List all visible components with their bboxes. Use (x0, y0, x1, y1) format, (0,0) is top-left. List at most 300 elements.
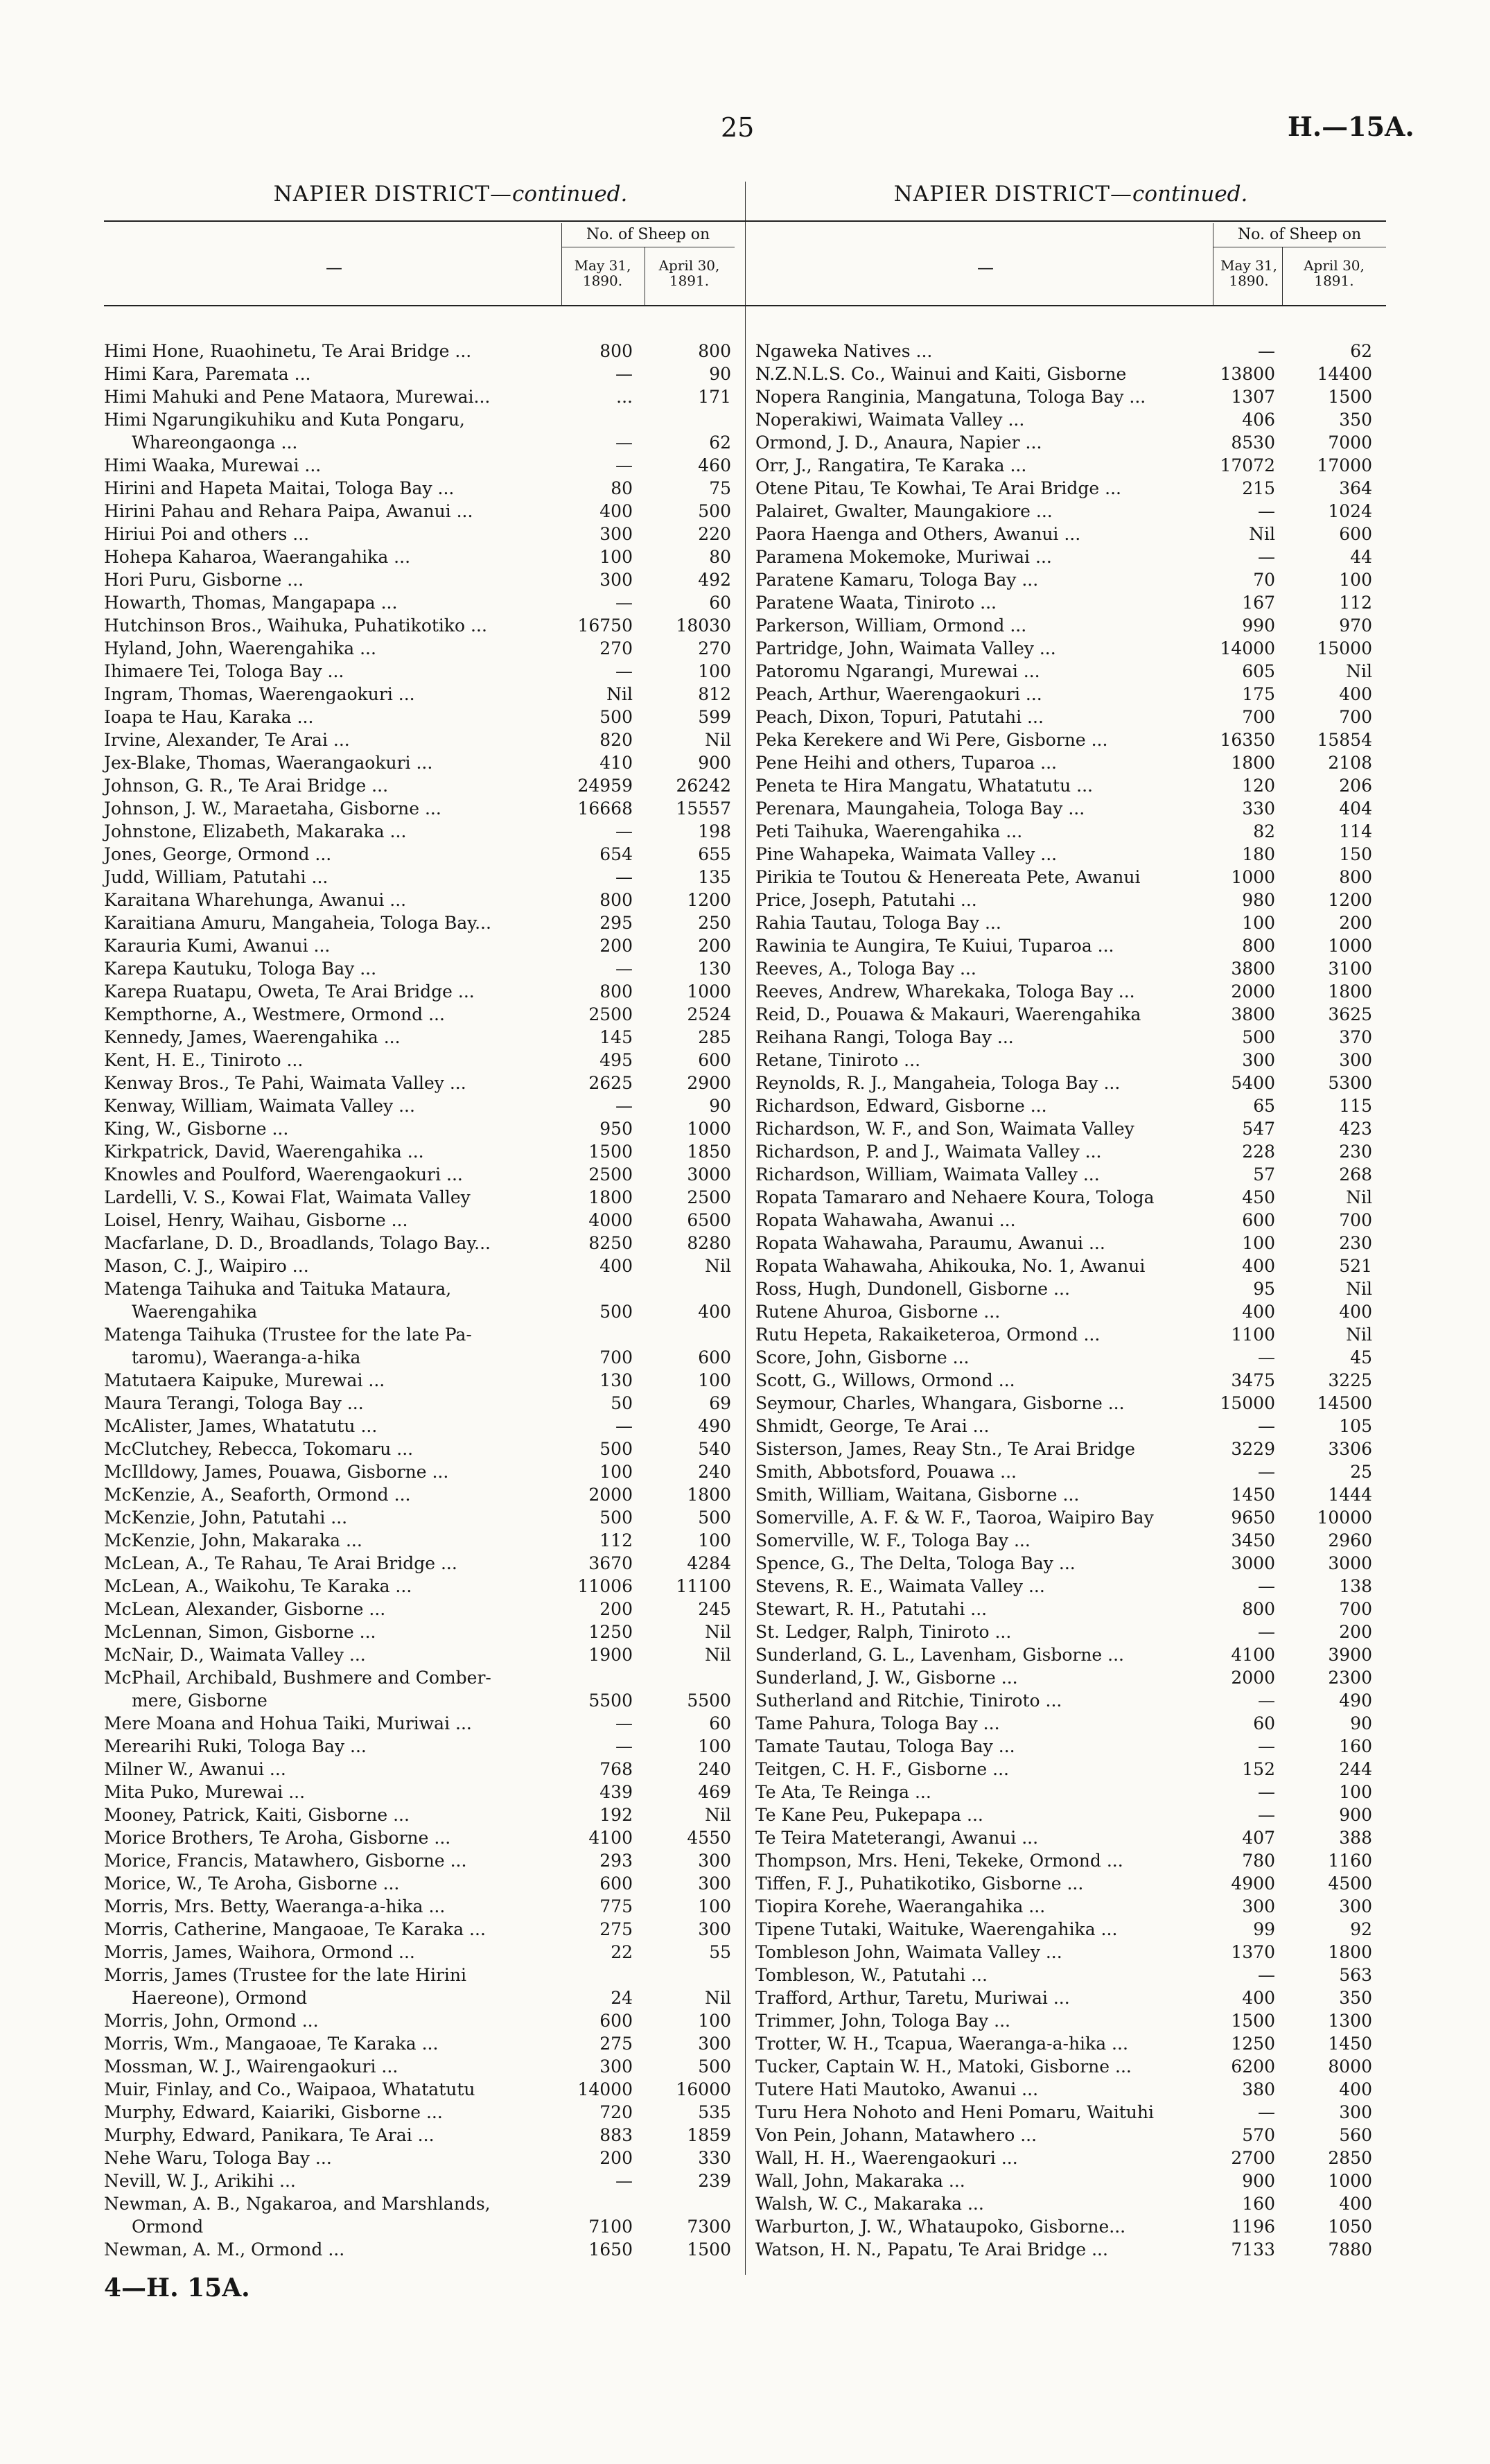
sheep-1890: 800 (1242, 936, 1275, 956)
owner-name: Loisel, Henry, Waihau, Gisborne ... (104, 1210, 408, 1230)
sheep-1890: 228 (1242, 1142, 1275, 1162)
table-row (755, 1232, 1386, 1255)
table-row (755, 431, 1386, 454)
table-row (755, 1209, 1386, 1232)
sheep-1890: 3800 (1231, 1004, 1275, 1024)
table-row (104, 889, 797, 911)
table-row (104, 523, 797, 545)
sheep-1890: 100 (599, 1462, 633, 1482)
owner-name: St. Ledger, Ralph, Tiniroto ... (755, 1622, 1012, 1642)
table-row (104, 2147, 797, 2169)
owner-name: N.Z.N.L.S. Co., Wainui and Kaiti, Gisborne (755, 364, 1127, 384)
owner-name: Shmidt, George, Te Arai ... (755, 1416, 990, 1436)
sheep-1890: ... (616, 387, 633, 407)
owner-name: Ngaweka Natives ... (755, 341, 933, 361)
sheep-1891: 600 (698, 1050, 731, 1070)
sheep-1890: 950 (599, 1119, 633, 1139)
table-row (755, 2215, 1386, 2238)
sheep-1891: 75 (709, 478, 731, 498)
table-row (104, 774, 797, 797)
sheep-1891: 300 (698, 1851, 731, 1871)
sheep-1891: 300 (698, 2034, 731, 2054)
sheep-1891: 1000 (687, 981, 731, 1002)
table-row (104, 1575, 797, 1598)
sheep-1891: 540 (698, 1439, 731, 1459)
sheep-1890: 275 (599, 1919, 633, 1939)
table-row (755, 1575, 1386, 1598)
sheep-1890: 400 (599, 501, 633, 521)
owner-name: Perenara, Maungaheia, Tologa Bay ... (755, 798, 1085, 819)
sheep-1891: 490 (698, 1416, 731, 1436)
owner-name: Morris, James, Waihora, Ormond ... (104, 1942, 415, 1962)
owner-name: Peneta te Hira Mangatu, Whatatutu ... (755, 776, 1093, 796)
sheep-1891: 240 (698, 1462, 731, 1482)
table-row (104, 408, 797, 454)
sheep-1891: 100 (1339, 570, 1372, 590)
owner-name: Palairet, Gwalter, Maungakiore ... (755, 501, 1053, 521)
table-row (755, 1803, 1386, 1826)
table-row (104, 385, 797, 408)
sheep-1891: 285 (698, 1027, 731, 1047)
right-header-top-rule (755, 220, 1386, 222)
sheep-1891: Nil (705, 1645, 731, 1665)
sheep-1890: — (615, 593, 633, 613)
table-row (755, 1392, 1386, 1415)
table-row (755, 1598, 1386, 1620)
owner-name: Hohepa Kaharoa, Waerangahika ... (104, 547, 411, 567)
owner-name: McAlister, James, Whatatutu ... (104, 1416, 378, 1436)
sheep-1891: 100 (698, 1736, 731, 1756)
owner-name: Himi Ngarungikuhiku and Kuta Pongaru, (104, 410, 465, 430)
table-row (104, 568, 797, 591)
sheep-1890: 112 (599, 1530, 633, 1550)
owner-name: Mita Puko, Murewai ... (104, 1782, 306, 1802)
owner-name: Maura Terangi, Tologa Bay ... (104, 1393, 364, 1413)
table-row (755, 1552, 1386, 1575)
sheep-1890: 1650 (588, 2239, 633, 2260)
sheep-1890: — (615, 867, 633, 887)
table-row (755, 1277, 1386, 1300)
owner-name: McClutchey, Rebecca, Tokomaru ... (104, 1439, 414, 1459)
sheep-1891: 2500 (687, 1187, 731, 1207)
sheep-1891: 300 (698, 1919, 731, 1939)
table-row (104, 1872, 797, 1895)
sheep-1890: 5400 (1231, 1073, 1275, 1093)
sheep-1890: 275 (599, 2034, 633, 2054)
owner-name: Spence, G., The Delta, Tologa Bay ... (755, 1553, 1076, 1573)
sheep-1890: — (1258, 1576, 1275, 1596)
table-row (755, 2101, 1386, 2124)
sheep-1891: 17000 (1317, 455, 1372, 475)
owner-name: Thompson, Mrs. Heni, Tekeke, Ormond ... (755, 1851, 1123, 1871)
sheep-1890: 406 (1242, 410, 1275, 430)
sheep-1890: 16668 (577, 798, 633, 819)
sheep-1890: — (1258, 1736, 1275, 1756)
sheep-1890: 2700 (1231, 2148, 1275, 2168)
owner-name: Kennedy, James, Waerengahika ... (104, 1027, 401, 1047)
owner-name: Watson, H. N., Papatu, Te Arai Bridge ... (755, 2239, 1108, 2260)
sheep-1890: 2625 (588, 1073, 633, 1093)
left-header-date2: April 30, 1891. (658, 257, 720, 289)
table-row (755, 1689, 1386, 1712)
sheep-1890: 8250 (588, 1233, 633, 1253)
sheep-1891: 1000 (687, 1119, 731, 1139)
owner-name: Hirini Pahau and Rehara Paipa, Awanui ... (104, 501, 473, 521)
table-row (755, 2078, 1386, 2101)
sheep-1890: — (1258, 1416, 1275, 1436)
table-row (755, 2192, 1386, 2215)
owner-name: Stevens, R. E., Waimata Valley ... (755, 1576, 1045, 1596)
sheep-1891: 700 (1339, 1599, 1372, 1619)
sheep-1890: 980 (1242, 890, 1275, 910)
sheep-1890: — (1258, 501, 1275, 521)
sheep-1891: 270 (698, 638, 731, 658)
table-row (755, 1026, 1386, 1049)
table-row (104, 545, 797, 568)
sheep-1890: 2500 (588, 1004, 633, 1024)
sheep-1891: 400 (1339, 2194, 1372, 2214)
sheep-1891: 535 (698, 2102, 731, 2122)
sheep-1891: 92 (1350, 1919, 1372, 1939)
owner-name: Warburton, J. W., Whataupoko, Gisborne... (755, 2217, 1126, 2237)
table-row (104, 751, 797, 774)
owner-name: Reihana Rangi, Tologa Bay ... (755, 1027, 1014, 1047)
table-row (755, 477, 1386, 500)
sheep-1891: 114 (1339, 821, 1372, 841)
sheep-1890: 3000 (1231, 1553, 1275, 1573)
table-row (755, 2124, 1386, 2147)
sheep-1890: — (615, 432, 633, 453)
sheep-1891: 490 (1339, 1690, 1372, 1711)
table-row (104, 1620, 797, 1643)
owner-name: Trafford, Arthur, Taretu, Muriwai ... (755, 1988, 1070, 2008)
signature-mark: 4—H. 15A. (104, 2273, 250, 2303)
owner-name: Ropata Tamararo and Nehaere Koura, Tologa (755, 1187, 1155, 1207)
sheep-1890: — (615, 364, 633, 384)
sheep-1890: 82 (1253, 821, 1275, 841)
table-row (104, 1163, 797, 1186)
sheep-1890: 500 (599, 707, 633, 727)
sheep-1891: 6500 (687, 1210, 731, 1230)
table-row (104, 1918, 797, 1941)
sheep-1891: 800 (698, 341, 731, 361)
sheep-1891: 198 (698, 821, 731, 841)
sheep-1890: 600 (599, 1873, 633, 1894)
table-row (755, 1529, 1386, 1552)
owner-name: Jones, George, Ormond ... (104, 844, 332, 864)
table-row (755, 408, 1386, 431)
table-row (104, 683, 797, 706)
owner-name: Judd, William, Patutahi ... (104, 867, 328, 887)
owner-name: Smith, William, Waitana, Gisborne ... (755, 1485, 1080, 1505)
table-row (104, 2055, 797, 2078)
sheep-1890: 800 (599, 890, 633, 910)
owner-name: Reeves, A., Tologa Bay ... (755, 959, 976, 979)
owner-name: McKenzie, John, Patutahi ... (104, 1508, 348, 1528)
owner-name: Lardelli, V. S., Kowai Flat, Waimata Valley (104, 1187, 471, 1207)
table-row (755, 2032, 1386, 2055)
table-row (755, 1369, 1386, 1392)
table-row (755, 1255, 1386, 1277)
owner-name: Himi Hone, Ruaohinetu, Te Arai Bridge ... (104, 341, 472, 361)
sheep-1890: 990 (1242, 615, 1275, 636)
sheep-1890: 300 (1242, 1896, 1275, 1916)
sheep-1891: 7000 (1328, 432, 1372, 453)
table-row (104, 1781, 797, 1803)
right-header-sheep: No. of Sheep on (1237, 226, 1362, 243)
owner-name: Ingram, Thomas, Waerengaokuri ... (104, 684, 415, 704)
sheep-1890: 900 (1242, 2171, 1275, 2191)
sheep-1891: 655 (698, 844, 731, 864)
sheep-1891: 55 (709, 1942, 731, 1962)
sheep-1890: 3475 (1231, 1370, 1275, 1390)
sheep-1890: — (1258, 1690, 1275, 1711)
sheep-1891: 15557 (676, 798, 731, 819)
sheep-1891: 100 (1339, 1782, 1372, 1802)
owner-name: Price, Joseph, Patutahi ... (755, 890, 977, 910)
sheep-1891: 69 (709, 1393, 731, 1413)
table-row (755, 1003, 1386, 1026)
table-row (755, 362, 1386, 385)
right-title: NAPIER DISTRICT—continued. (893, 182, 1248, 207)
table-row (104, 843, 797, 866)
sheep-1890: 4000 (588, 1210, 633, 1230)
sheep-1891: 700 (1339, 1210, 1372, 1230)
sheep-1891: 2960 (1328, 1530, 1372, 1550)
document-reference: H.—15A. (1288, 111, 1414, 142)
sheep-1891: 300 (1339, 2102, 1372, 2122)
owner-name-continuation: Whareongaonga ... (132, 432, 298, 453)
owner-name-continuation: Ormond (132, 2217, 204, 2237)
sheep-1891: 14400 (1317, 364, 1372, 384)
sheep-1891: 3000 (687, 1164, 731, 1185)
table-row (755, 2147, 1386, 2169)
table-row (755, 1941, 1386, 1964)
left-header-sheep: No. of Sheep on (586, 226, 710, 243)
table-row (104, 797, 797, 820)
sheep-1890: 16350 (1220, 730, 1275, 750)
sheep-1891: 2850 (1328, 2148, 1372, 2168)
sheep-1890: 6200 (1231, 2056, 1275, 2077)
table-row (755, 1735, 1386, 1758)
sheep-1891: 268 (1339, 1164, 1372, 1185)
table-row (104, 1483, 797, 1506)
owner-name: Paora Haenga and Others, Awanui ... (755, 524, 1081, 544)
sheep-1890: 400 (1242, 1988, 1275, 2008)
sheep-1891: 492 (698, 570, 731, 590)
sheep-1891: 388 (1339, 1828, 1372, 1848)
sheep-1891: 25 (1350, 1462, 1372, 1482)
table-row (104, 2238, 797, 2261)
sheep-1891: 62 (709, 432, 731, 453)
sheep-1890: 1800 (588, 1187, 633, 1207)
sheep-1890: 270 (599, 638, 633, 658)
sheep-1890: 500 (1242, 1027, 1275, 1047)
owner-name: Kent, H. E., Tiniroto ... (104, 1050, 304, 1070)
sheep-1891: Nil (1346, 1187, 1372, 1207)
owner-name: Karauria Kumi, Awanui ... (104, 936, 331, 956)
table-row (755, 340, 1386, 362)
owner-name: Score, John, Gisborne ... (755, 1347, 970, 1368)
table-row (755, 1781, 1386, 1803)
owner-name: McLean, A., Waikohu, Te Karaka ... (104, 1576, 412, 1596)
sheep-1891: 160 (1339, 1736, 1372, 1756)
table-row (104, 1826, 797, 1849)
sheep-1890: 9650 (1231, 1508, 1275, 1528)
table-row (755, 866, 1386, 889)
sheep-1890: 192 (599, 1805, 633, 1825)
owner-name: Kenway, William, Waimata Valley ... (104, 1096, 415, 1116)
sheep-1890: 24959 (577, 776, 633, 796)
sheep-1891: 404 (1339, 798, 1372, 819)
sheep-1890: 4100 (588, 1828, 633, 1848)
owner-name: Retane, Tiniroto ... (755, 1050, 921, 1070)
sheep-1891: Nil (1346, 1325, 1372, 1345)
owner-name: Parkerson, William, Ormond ... (755, 615, 1027, 636)
sheep-1890: 600 (599, 2011, 633, 2031)
sheep-1890: 720 (599, 2102, 633, 2122)
sheep-1891: 1850 (687, 1142, 731, 1162)
table-row (755, 820, 1386, 843)
table-row (755, 454, 1386, 477)
owner-name: Patoromu Ngarangi, Murewai ... (755, 661, 1040, 681)
sheep-1891: 4284 (687, 1553, 731, 1573)
owner-name: Ihimaere Tei, Tologa Bay ... (104, 661, 344, 681)
sheep-1891: Nil (1346, 1279, 1372, 1299)
owner-name: Ropata Wahawaha, Paraumu, Awanui ... (755, 1233, 1105, 1253)
sheep-1890: — (615, 1096, 633, 1116)
left-header-top-rule (104, 220, 797, 222)
sheep-1890: 175 (1242, 684, 1275, 704)
owner-name: Himi Waaka, Murewai ... (104, 455, 322, 475)
owner-name: Reid, D., Pouawa & Makauri, Waerengahika (755, 1004, 1141, 1024)
sheep-1890: 700 (1242, 707, 1275, 727)
left-header-vline-1 (561, 223, 562, 305)
table-row (755, 1163, 1386, 1186)
table-row (104, 2032, 797, 2055)
owner-name: McPhail, Archibald, Bushmere and Comber- (104, 1668, 491, 1688)
table-row (755, 1072, 1386, 1094)
table-row (104, 1186, 797, 1209)
owner-name: Peach, Dixon, Topuri, Patutahi ... (755, 707, 1044, 727)
owner-name: Karaitana Wharehunga, Awanui ... (104, 890, 407, 910)
sheep-1891: 4500 (1328, 1873, 1372, 1894)
owner-name: Ormond, J. D., Anaura, Napier ... (755, 432, 1042, 453)
table-row (104, 614, 797, 637)
owner-name: Sunderland, G. L., Lavenham, Gisborne ... (755, 1645, 1125, 1665)
sheep-1890: 200 (599, 2148, 633, 2168)
sheep-1891: 220 (698, 524, 731, 544)
owner-name: Stewart, R. H., Patutahi ... (755, 1599, 988, 1619)
owner-name: Somerville, W. F., Tologa Bay ... (755, 1530, 1031, 1550)
owner-name: Murphy, Edward, Kaiariki, Gisborne ... (104, 2102, 443, 2122)
sheep-1890: 99 (1253, 1919, 1275, 1939)
table-row (104, 1758, 797, 1781)
sheep-1891: 200 (1339, 1622, 1372, 1642)
sheep-1890: 130 (599, 1370, 633, 1390)
owner-name: Paramena Mokemoke, Muriwai ... (755, 547, 1052, 567)
owner-name: Hori Puru, Gisborne ... (104, 570, 304, 590)
owner-name: Kirkpatrick, David, Waerengahika ... (104, 1142, 424, 1162)
left-rows (104, 340, 797, 2261)
sheep-1890: — (1258, 1805, 1275, 1825)
owner-name: Peka Kerekere and Wi Pere, Gisborne ... (755, 730, 1108, 750)
sheep-1890: 57 (1253, 1164, 1275, 1185)
table-row (104, 911, 797, 934)
table-row (755, 637, 1386, 660)
sheep-1890: 2500 (588, 1164, 633, 1185)
owner-name: Richardson, Edward, Gisborne ... (755, 1096, 1047, 1116)
sheep-1890: 7100 (588, 2217, 633, 2237)
sheep-1890: 80 (611, 478, 633, 498)
sheep-1890: 439 (599, 1782, 633, 1802)
owner-name: Morice, W., Te Aroha, Gisborne ... (104, 1873, 400, 1894)
sheep-1891: 130 (698, 959, 731, 979)
sheep-1891: 3100 (1328, 959, 1372, 979)
owner-name: Richardson, William, Waimata Valley ... (755, 1164, 1100, 1185)
sheep-1891: 900 (698, 753, 731, 773)
sheep-1890: 16750 (577, 615, 633, 636)
sheep-1890: — (615, 821, 633, 841)
table-row (104, 340, 797, 362)
sheep-1890: 200 (599, 936, 633, 956)
table-row (755, 751, 1386, 774)
owner-name: Tucker, Captain W. H., Matoki, Gisborne ... (755, 2056, 1132, 2077)
sheep-1890: 3450 (1231, 1530, 1275, 1550)
table-row (755, 934, 1386, 957)
table-row (755, 591, 1386, 614)
sheep-1891: 3900 (1328, 1645, 1372, 1665)
sheep-1891: 1450 (1328, 2034, 1372, 2054)
table-row (755, 1758, 1386, 1781)
sheep-1891: 171 (698, 387, 731, 407)
sheep-1891: 11100 (676, 1576, 731, 1596)
owner-name: Somerville, A. F. & W. F., Taoroa, Waipiro Bay (755, 1508, 1154, 1528)
owner-name: McLean, Alexander, Gisborne ... (104, 1599, 386, 1619)
sheep-1891: 100 (698, 1896, 731, 1916)
table-row (104, 1003, 797, 1026)
owner-name: Newman, A. B., Ngakaroa, and Marshlands, (104, 2194, 491, 2214)
sheep-1891: 16000 (676, 2079, 731, 2099)
sheep-1890: 300 (1242, 1050, 1275, 1070)
table-row (104, 2124, 797, 2147)
sheep-1891: 300 (1339, 1050, 1372, 1070)
table-row (104, 1712, 797, 1735)
owner-name: King, W., Gisborne ... (104, 1119, 289, 1139)
sheep-1891: 115 (1339, 1096, 1372, 1116)
table-row (755, 2169, 1386, 2192)
owner-name: Murphy, Edward, Panikara, Te Arai ... (104, 2125, 435, 2145)
table-row (104, 1460, 797, 1483)
table-row (755, 774, 1386, 797)
sheep-1890: 700 (599, 1347, 633, 1368)
sheep-1890: — (1258, 1782, 1275, 1802)
sheep-1890: 300 (599, 2056, 633, 2077)
table-row (755, 1620, 1386, 1643)
table-row (755, 568, 1386, 591)
table-row (104, 1392, 797, 1415)
table-row (755, 1872, 1386, 1895)
sheep-1891: 105 (1339, 1416, 1372, 1436)
owner-name: Muir, Finlay, and Co., Waipaoa, Whatatutu (104, 2079, 475, 2099)
table-row (104, 1094, 797, 1117)
owner-name: Kempthorne, A., Westmere, Ormond ... (104, 1004, 445, 1024)
sheep-1891: 300 (1339, 1896, 1372, 1916)
owner-name: Hutchinson Bros., Waihuka, Puhatikotiko ... (104, 615, 487, 636)
sheep-1891: 2108 (1328, 753, 1372, 773)
table-row (755, 1986, 1386, 2009)
owner-name-continuation: taromu), Waeranga-a-hika (132, 1347, 361, 1368)
